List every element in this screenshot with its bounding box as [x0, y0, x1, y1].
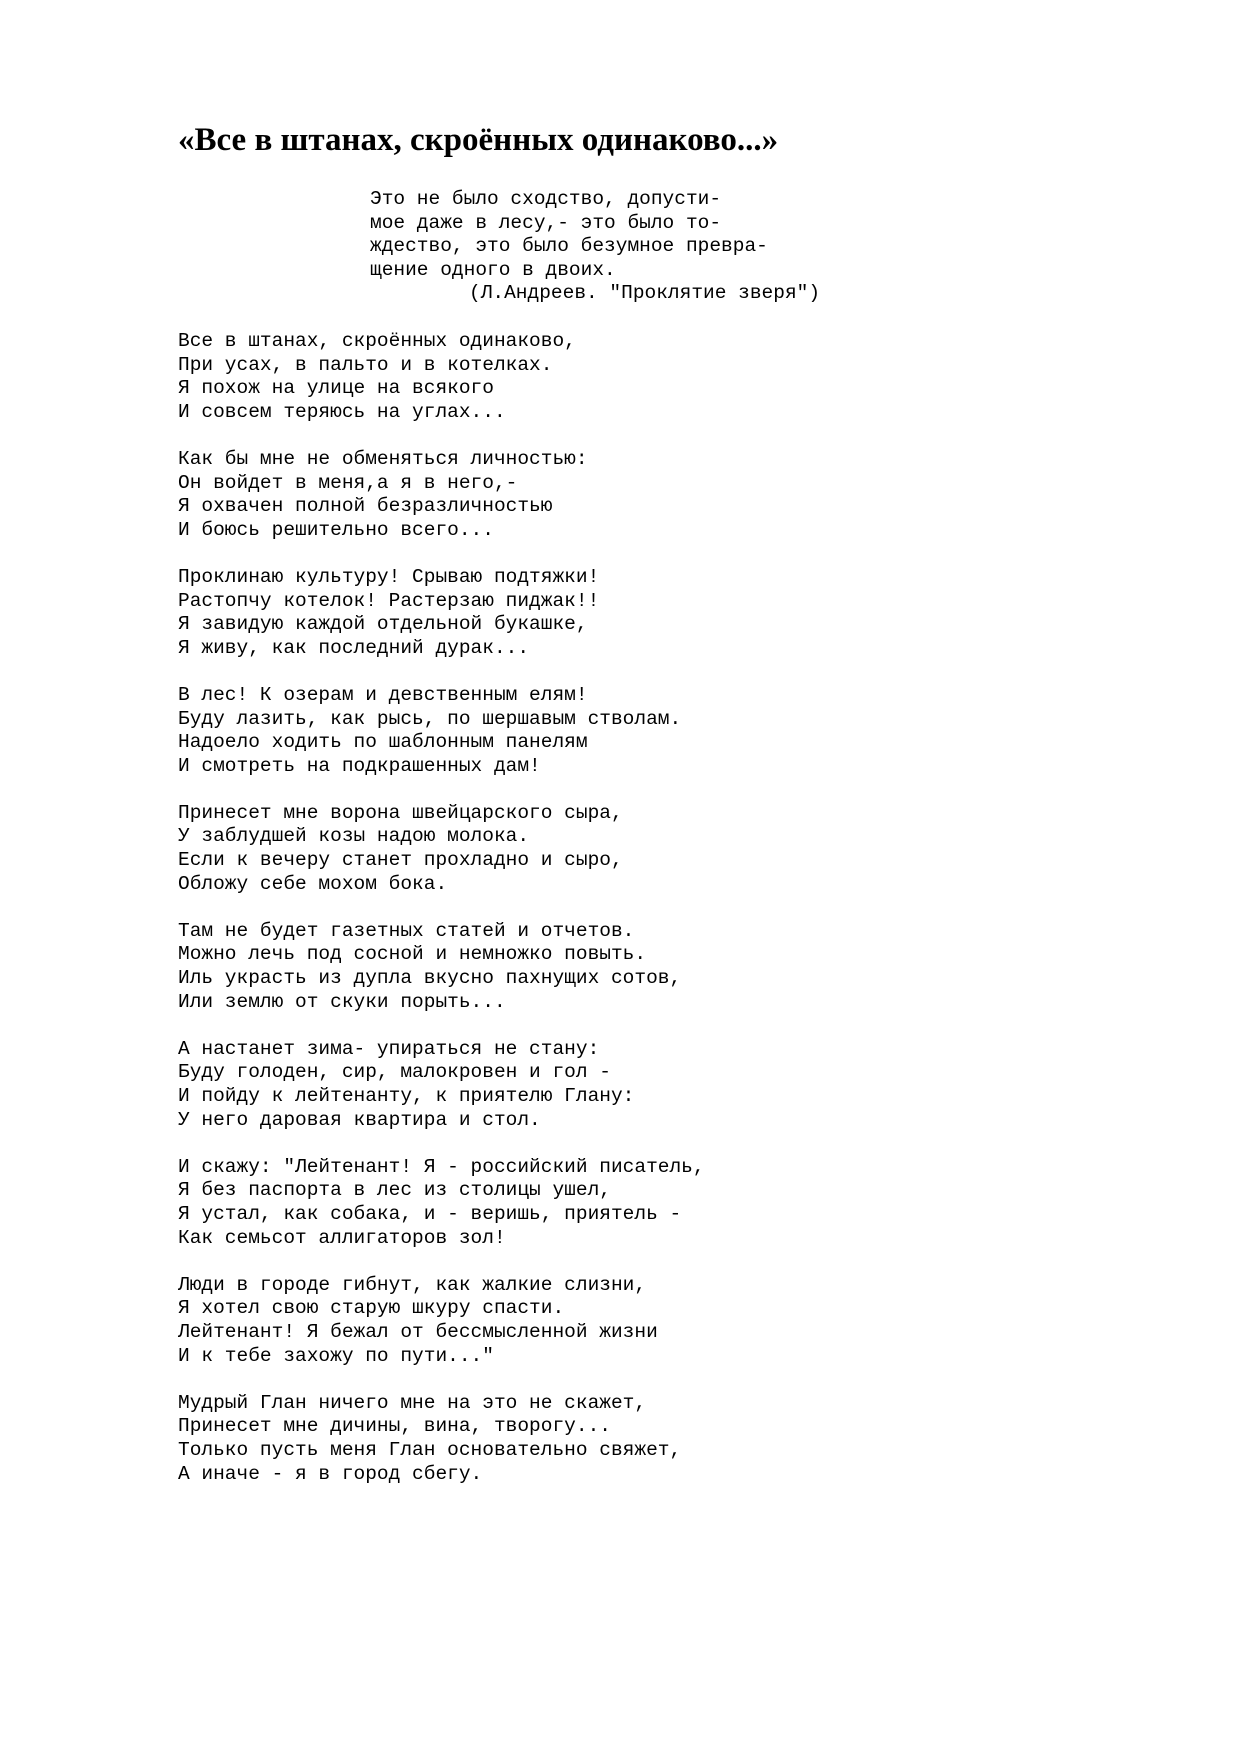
poem-line: Там не будет газетных статей и отчетов.	[178, 919, 635, 942]
poem-line: И смотреть на подкрашенных дам!	[178, 754, 541, 777]
poem-line: Все в штанах, скроённых одинаково,	[178, 330, 576, 352]
poem-title: «Все в штанах, скроённых одинаково...»	[178, 122, 779, 158]
poem-line: Обложу себе мохом бока.	[178, 872, 448, 895]
poem-line: Я охвачен полной безразличностью	[178, 495, 553, 518]
poem-line: Я завидую каждой отдельной букашке,	[178, 613, 588, 636]
poem-line: Растопчу котелок! Растерзаю пиджак!!	[178, 589, 600, 612]
stanza	[178, 684, 705, 778]
epigraph-line: мое даже в лесу,- это было то-	[370, 211, 722, 234]
epigraph-attribution: (Л.Андреев. "Проклятие зверя")	[469, 282, 821, 305]
poem-line: А настанет зима- упираться не стану:	[178, 1037, 600, 1060]
poem-line: Лейтенант! Я бежал от бессмысленной жизни	[178, 1320, 658, 1343]
poem-line: Я живу, как последний дурак...	[178, 636, 530, 659]
poem-line: Он войдет в меня,а я в него,-	[178, 471, 518, 494]
epigraph	[370, 188, 820, 306]
poem-body	[178, 330, 705, 1510]
poem-line: Проклинаю культуру! Срываю подтяжки!	[178, 565, 600, 588]
stanza	[178, 1156, 705, 1250]
poem-line: И скажу: "Лейтенант! Я - российский писатель,	[178, 1155, 705, 1178]
stanza	[178, 1392, 705, 1486]
stanza	[178, 448, 705, 542]
epigraph-line: щение одного в двоих.	[370, 258, 616, 281]
poem-line: При усах, в пальто и в котелках.	[178, 353, 553, 376]
poem-line: Если к вечеру станет прохладно и сыро,	[178, 849, 623, 872]
poem-line: И совсем теряюсь на углах...	[178, 400, 506, 423]
poem-line: И боюсь решительно всего...	[178, 518, 494, 541]
poem-line: Только пусть меня Глан основательно свяжет,	[178, 1438, 682, 1461]
poem-line: Надоело ходить по шаблонным панелям	[178, 731, 588, 754]
poem-line: Иль украсть из дупла вкусно пахнущих сотов,	[178, 967, 682, 990]
poem-line: А иначе - я в город сбегу.	[178, 1462, 483, 1485]
poem-line: В лес! К озерам и девственным елям!	[178, 683, 588, 706]
poem-line: Я устал, как собака, и - веришь, приятель -	[178, 1202, 682, 1225]
poem-line: У заблудшей козы надою молока.	[178, 825, 530, 848]
poem-line: Как бы мне не обменяться личностью:	[178, 447, 588, 470]
poem-line: Как семьсот аллигаторов зол!	[178, 1226, 506, 1249]
stanza	[178, 1038, 705, 1132]
poem-line: Я без паспорта в лес из столицы ушел,	[178, 1179, 611, 1202]
poem-line: У него даровая квартира и стол.	[178, 1108, 541, 1131]
poem-line: Или землю от скуки порыть...	[178, 990, 506, 1013]
poem-line: Буду голоден, сир, малокровен и гол -	[178, 1061, 611, 1084]
poem-line: Буду лазить, как рысь, по шершавым стволам.	[178, 707, 682, 730]
epigraph-line: Это не было сходство, допусти-	[370, 188, 722, 210]
poem-line: Люди в городе гибнут, как жалкие слизни,	[178, 1273, 647, 1296]
stanza	[178, 566, 705, 660]
stanza	[178, 1274, 705, 1368]
stanza	[178, 330, 705, 424]
poem-line: И к тебе захожу по пути..."	[178, 1344, 494, 1367]
poem-line: Принесет мне ворона швейцарского сыра,	[178, 801, 623, 824]
poem-line: Принесет мне дичины, вина, творогу...	[178, 1415, 611, 1438]
epigraph-line: ждество, это было безумное превра-	[370, 235, 768, 258]
stanza	[178, 920, 705, 1014]
poem-line: Можно лечь под сосной и немножко повыть.	[178, 943, 647, 966]
poem-line: Я похож на улице на всякого	[178, 377, 494, 400]
poem-line: Мудрый Глан ничего мне на это не скажет,	[178, 1391, 647, 1414]
poem-line: Я хотел свою старую шкуру спасти.	[178, 1297, 565, 1320]
poem-line: И пойду к лейтенанту, к приятелю Глану:	[178, 1085, 635, 1107]
stanza	[178, 802, 705, 896]
